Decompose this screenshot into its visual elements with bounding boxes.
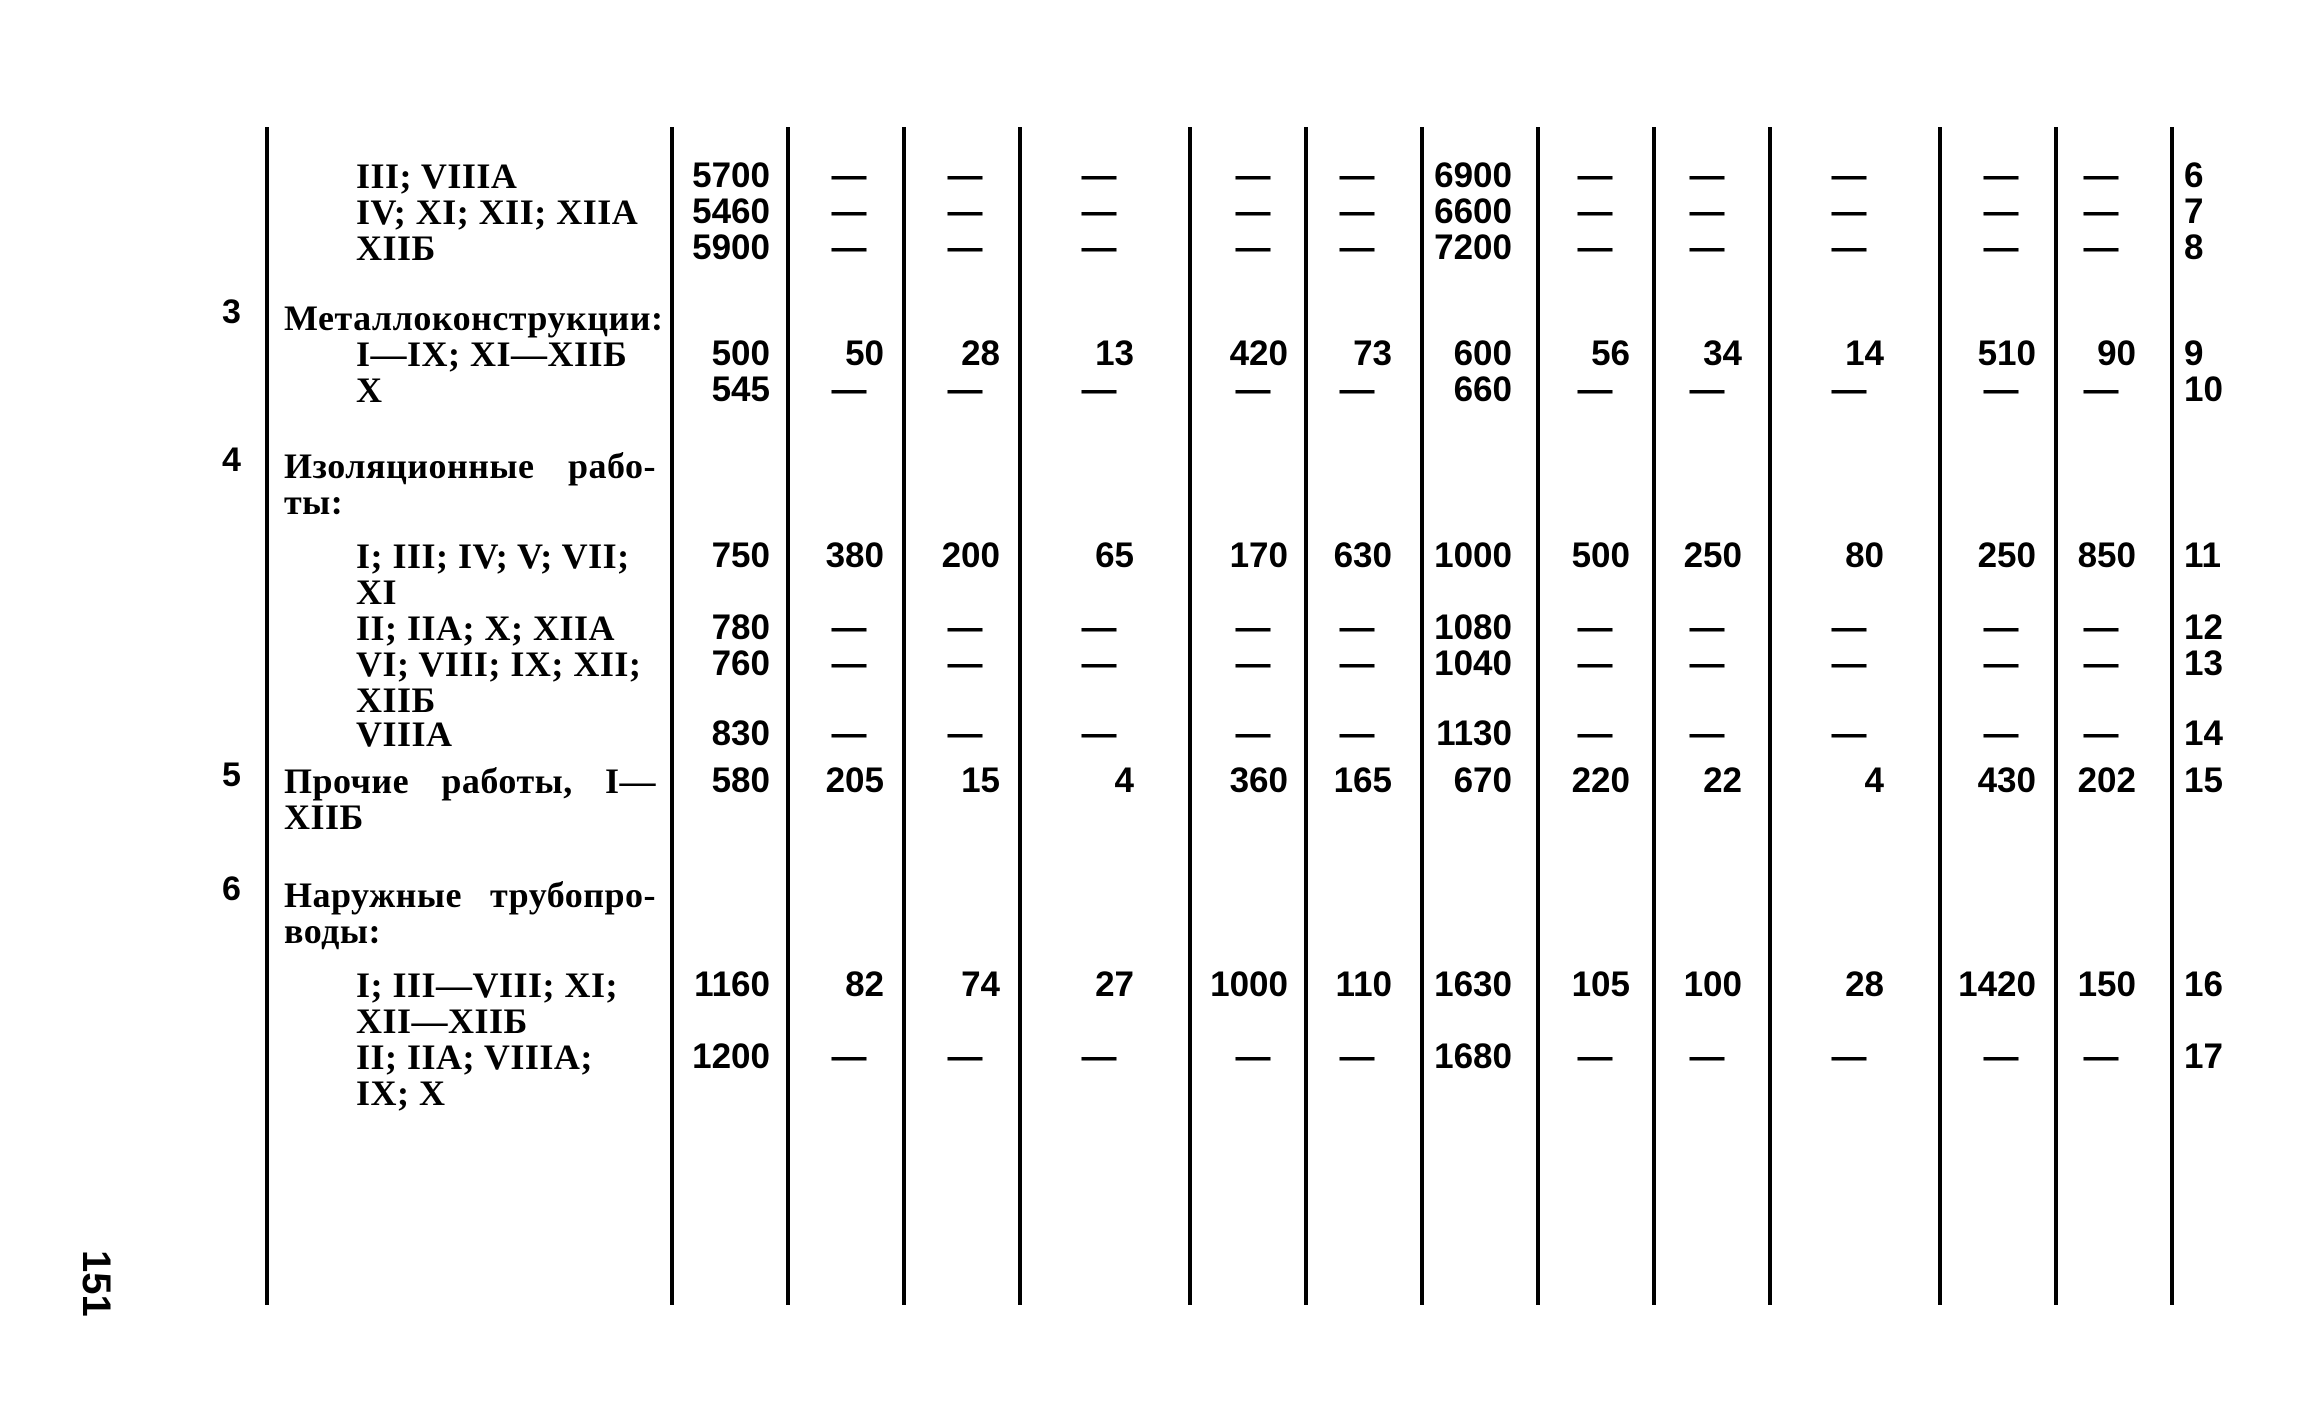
table-cell: — <box>831 370 867 409</box>
row-number: 16 <box>2184 965 2223 1004</box>
table-cell: — <box>1831 228 1867 267</box>
column-rule <box>1018 127 1022 1305</box>
table-cell: — <box>947 156 983 195</box>
table-cell: — <box>1577 1037 1613 1076</box>
table-cell: — <box>1831 644 1867 683</box>
table-cell: — <box>1983 608 2019 647</box>
item-description: Наружные трубопро- <box>284 875 656 915</box>
table-cell: 250 <box>1977 536 2036 575</box>
table-cell: — <box>1689 714 1725 753</box>
table-cell: — <box>1081 192 1117 231</box>
table-cell: — <box>2083 608 2119 647</box>
item-description: II; IIA; VIIIA; <box>356 1037 593 1077</box>
table-cell: 110 <box>1335 965 1392 1004</box>
table-cell: — <box>1577 192 1613 231</box>
table-cell: 170 <box>1229 536 1288 575</box>
table-cell: 100 <box>1683 965 1742 1004</box>
table-cell: — <box>831 156 867 195</box>
section-number: 4 <box>222 441 241 479</box>
table-cell: — <box>1081 156 1117 195</box>
column-rule <box>265 127 269 1305</box>
table-cell: — <box>1689 608 1725 647</box>
table-cell: — <box>1339 714 1375 753</box>
item-description: воды: <box>284 911 381 951</box>
table-cell: 5460 <box>692 192 770 231</box>
row-number: 6 <box>2184 156 2204 195</box>
table-cell: — <box>1689 192 1725 231</box>
item-description: VI; VIII; IX; XII; <box>356 644 642 684</box>
table-cell: 380 <box>825 536 884 575</box>
item-description: VIIIA <box>356 714 453 754</box>
table-cell: — <box>831 608 867 647</box>
table-cell: 150 <box>2077 965 2136 1004</box>
table-cell: — <box>1339 608 1375 647</box>
table-cell: 90 <box>2097 334 2136 373</box>
table-cell: — <box>831 192 867 231</box>
table-cell: — <box>1339 192 1375 231</box>
table-cell: 50 <box>845 334 884 373</box>
table-cell: — <box>1577 714 1613 753</box>
table-cell: — <box>1081 1037 1117 1076</box>
table-cell: 105 <box>1571 965 1630 1004</box>
page-number: 151 <box>74 1250 118 1317</box>
table-cell: 1000 <box>1210 965 1288 1004</box>
table-cell: 7200 <box>1434 228 1512 267</box>
table-cell: 1000 <box>1434 536 1512 575</box>
table-cell: 15 <box>961 761 1000 800</box>
table-cell: 670 <box>1453 761 1512 800</box>
column-rule <box>786 127 790 1305</box>
table-cell: 1420 <box>1958 965 2036 1004</box>
item-description: III; VIIIA <box>356 156 518 196</box>
item-description: II; IIA; X; XIIA <box>356 608 616 648</box>
table-cell: — <box>2083 1037 2119 1076</box>
table-cell: — <box>947 714 983 753</box>
table-cell: 780 <box>711 608 770 647</box>
column-rule <box>1304 127 1308 1305</box>
table-cell: — <box>831 1037 867 1076</box>
table-cell: — <box>1235 608 1271 647</box>
table-cell: 250 <box>1683 536 1742 575</box>
table-cell: — <box>1983 644 2019 683</box>
table-cell: 760 <box>711 644 770 683</box>
row-number: 15 <box>2184 761 2223 800</box>
item-description: XIIБ <box>284 797 364 837</box>
table-cell: 360 <box>1229 761 1288 800</box>
table-cell: — <box>947 192 983 231</box>
table-cell: 220 <box>1571 761 1630 800</box>
table-cell: — <box>2083 156 2119 195</box>
table-cell: — <box>831 714 867 753</box>
table-cell: — <box>831 644 867 683</box>
table-cell: 1040 <box>1434 644 1512 683</box>
table-cell: 545 <box>711 370 770 409</box>
table-cell: — <box>1339 1037 1375 1076</box>
item-description: I; III—VIII; XI; <box>356 965 619 1005</box>
table-cell: — <box>1235 714 1271 753</box>
table-cell: 510 <box>1977 334 2036 373</box>
table-cell: — <box>1339 228 1375 267</box>
table-cell: — <box>1081 370 1117 409</box>
column-rule <box>2170 127 2174 1305</box>
row-number: 8 <box>2184 228 2204 267</box>
table-cell: — <box>947 228 983 267</box>
row-number: 17 <box>2184 1037 2223 1076</box>
table-cell: 200 <box>941 536 1000 575</box>
table-cell: 420 <box>1229 334 1288 373</box>
table-cell: 80 <box>1845 536 1884 575</box>
table-cell: 165 <box>1333 761 1392 800</box>
column-rule <box>1768 127 1772 1305</box>
table-cell: — <box>1689 644 1725 683</box>
table-cell: — <box>1831 608 1867 647</box>
table-cell: 500 <box>711 334 770 373</box>
table-cell: — <box>1577 644 1613 683</box>
table-cell: 28 <box>1845 965 1884 1004</box>
row-number: 7 <box>2184 192 2204 231</box>
table-cell: — <box>1983 714 2019 753</box>
table-cell: 14 <box>1845 334 1884 373</box>
table-cell: — <box>1983 1037 2019 1076</box>
table-cell: 5900 <box>692 228 770 267</box>
row-number: 10 <box>2184 370 2223 409</box>
item-description: Прочие работы, I— <box>284 761 656 801</box>
table-cell: — <box>1081 644 1117 683</box>
column-rule <box>2054 127 2058 1305</box>
item-description: XII—XIIБ <box>356 1001 528 1041</box>
row-number: 9 <box>2184 334 2204 373</box>
table-cell: 65 <box>1095 536 1134 575</box>
table-cell: — <box>1689 1037 1725 1076</box>
item-description: I; III; IV; V; VII; <box>356 536 630 576</box>
table-cell: — <box>1339 644 1375 683</box>
table-cell: 430 <box>1977 761 2036 800</box>
section-number: 6 <box>222 870 241 908</box>
item-description: XIIБ <box>356 228 436 268</box>
item-description: Изоляционные рабо- <box>284 446 656 486</box>
table-cell: 82 <box>845 965 884 1004</box>
column-rule <box>1938 127 1942 1305</box>
table-cell: — <box>947 644 983 683</box>
table-cell: 5700 <box>692 156 770 195</box>
table-cell: — <box>2083 228 2119 267</box>
item-description: ты: <box>284 482 344 522</box>
item-description: X <box>356 370 383 410</box>
table-cell: — <box>2083 714 2119 753</box>
table-cell: — <box>947 370 983 409</box>
item-description: IX; X <box>356 1073 446 1113</box>
table-cell: — <box>1983 192 2019 231</box>
item-description: IV; XI; XII; XIIA <box>356 192 639 232</box>
table-cell: — <box>1081 714 1117 753</box>
table-cell: — <box>1235 156 1271 195</box>
section-number: 5 <box>222 756 241 794</box>
table-cell: 4 <box>1114 761 1134 800</box>
item-description: XIIБ <box>356 680 436 720</box>
table-cell: 34 <box>1703 334 1742 373</box>
table-cell: — <box>1577 370 1613 409</box>
table-cell: — <box>1235 228 1271 267</box>
table-cell: — <box>2083 192 2119 231</box>
item-description: Металлоконструкции: <box>284 298 664 338</box>
table-cell: 6600 <box>1434 192 1512 231</box>
column-rule <box>1536 127 1540 1305</box>
table-cell: 205 <box>825 761 884 800</box>
table-cell: — <box>1081 608 1117 647</box>
table-cell: 660 <box>1453 370 1512 409</box>
table-cell: — <box>1235 1037 1271 1076</box>
table-cell: — <box>1235 192 1271 231</box>
column-rule <box>1652 127 1656 1305</box>
table-cell: — <box>1689 156 1725 195</box>
table-cell: — <box>1831 1037 1867 1076</box>
table-cell: — <box>1339 156 1375 195</box>
table-cell: — <box>1983 228 2019 267</box>
table-cell: — <box>2083 370 2119 409</box>
table-cell: — <box>1983 370 2019 409</box>
table-cell: — <box>1235 644 1271 683</box>
item-description: XI <box>356 572 398 612</box>
table-cell: 1130 <box>1436 714 1512 753</box>
table-cell: 1680 <box>1434 1037 1512 1076</box>
table-cell: 56 <box>1591 334 1630 373</box>
table-cell: — <box>947 1037 983 1076</box>
table-cell: — <box>947 608 983 647</box>
table-cell: 1630 <box>1434 965 1512 1004</box>
table-cell: — <box>1577 156 1613 195</box>
table-cell: 630 <box>1333 536 1392 575</box>
table-cell: — <box>1983 156 2019 195</box>
column-rule <box>1188 127 1192 1305</box>
table-cell: — <box>1831 192 1867 231</box>
table-cell: — <box>1689 370 1725 409</box>
section-number: 3 <box>222 293 241 331</box>
table-cell: — <box>1235 370 1271 409</box>
table-cell: — <box>1831 714 1867 753</box>
table-cell: 74 <box>961 965 1000 1004</box>
table-cell: 580 <box>711 761 770 800</box>
table-cell: — <box>1339 370 1375 409</box>
column-rule <box>902 127 906 1305</box>
table-cell: 28 <box>961 334 1000 373</box>
table-cell: 73 <box>1353 334 1392 373</box>
table-cell: 1080 <box>1434 608 1512 647</box>
table-cell: 1200 <box>692 1037 770 1076</box>
row-number: 13 <box>2184 644 2223 683</box>
table-cell: — <box>1577 608 1613 647</box>
table-cell: 830 <box>711 714 770 753</box>
table-cell: — <box>1577 228 1613 267</box>
table-cell: 27 <box>1095 965 1134 1004</box>
table-cell: — <box>1689 228 1725 267</box>
table-cell: — <box>2083 644 2119 683</box>
table-cell: 600 <box>1453 334 1512 373</box>
table-cell: — <box>1831 156 1867 195</box>
table-cell: 500 <box>1571 536 1630 575</box>
table-cell: 750 <box>711 536 770 575</box>
table-cell: 202 <box>2077 761 2136 800</box>
table-cell: — <box>1081 228 1117 267</box>
item-description: I—IX; XI—XIIБ <box>356 334 628 374</box>
table-cell: 22 <box>1703 761 1742 800</box>
row-number: 12 <box>2184 608 2223 647</box>
table-cell: 6900 <box>1434 156 1512 195</box>
row-number: 11 <box>2184 536 2221 575</box>
table-cell: 4 <box>1864 761 1884 800</box>
table-cell: — <box>1831 370 1867 409</box>
row-number: 14 <box>2184 714 2223 753</box>
table-cell: — <box>831 228 867 267</box>
table-cell: 13 <box>1095 334 1134 373</box>
table-cell: 1160 <box>694 965 770 1004</box>
table-cell: 850 <box>2077 536 2136 575</box>
